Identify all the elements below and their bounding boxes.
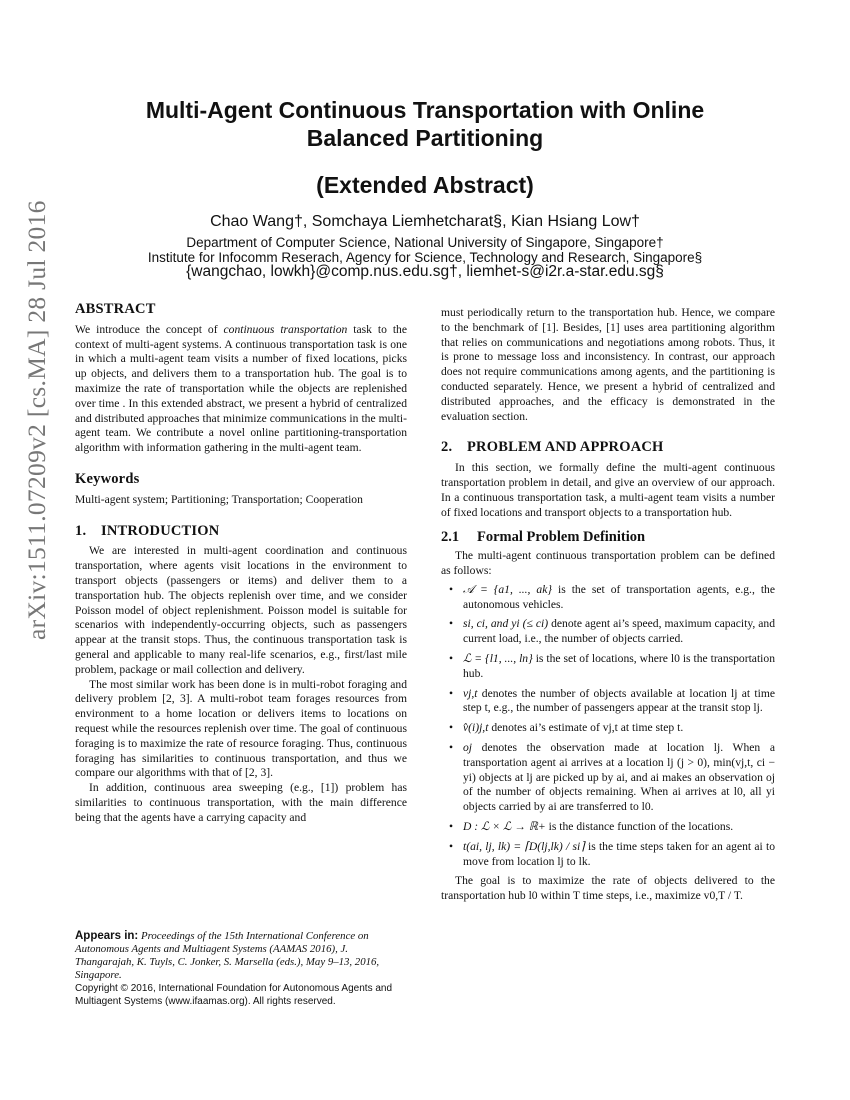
- paper-subtitle: (Extended Abstract): [316, 172, 534, 198]
- title-line-2: Balanced Partitioning: [306, 125, 544, 151]
- definition-item: • v̂(i)j,t denotes ai’s estimate of vj,t at time step t.: [463, 721, 775, 736]
- problem-intro: In this section, we formally define the multi-agent continuous transportation problem in detail, and give an overview of our approach. In a continuous transportation task, a multi-agent team visits a number of fixed locations and transport objects to a transportation hub.: [441, 461, 775, 519]
- intro-paragraph-2: The most similar work has been done is in multi-robot foraging and delivery problem [2, 3]. A multi-robot team forages resources from environment to a home location or delivers items to locations on request while the resources replenish over time. The goal of continuous foraging is to maximize the rate of resource foraging. Thus, continuous foraging has similarities to continuous transportation, and thus we compare our algorithms with that of [2, 3].: [75, 677, 407, 780]
- right-column: [441, 306, 775, 904]
- keywords-text: Multi-agent system; Partitioning; Transportation; Cooperation: [75, 492, 363, 506]
- introduction-heading: 1. INTRODUCTION: [75, 522, 220, 539]
- paper-title: [0, 96, 850, 152]
- definition-item: • si, ci, and yi (≤ ci) denote agent ai’s speed, maximum capacity, and current load, i.e., the number of objects carried.: [463, 617, 775, 647]
- intro-continued: must periodically return to the transportation hub. Hence, we compare to the benchmark of [1]. Besides, [1] uses area partitioning algorithm that relies on communications and negotiations among robots. Thus, it is prone to message loss and inconsistency. In contrast, our approach does not require communications among agents, and the partitioning is conducted separately. Hence, we present a hybrid of centralized and distributed approaches, and the efficacy is demonstrated in the evaluation section.: [441, 306, 775, 423]
- definition-list: [441, 583, 775, 870]
- title-line-1: Multi-Agent Continuous Transportation with Online: [145, 97, 705, 123]
- intro-paragraph-3: In addition, continuous area sweeping (e.g., [1]) problem has similarities to continuous transportation, with the main difference being that the agents have a carrying capacity and: [75, 781, 407, 824]
- definition-item: • oj denotes the observation made at location lj. When a transportation agent ai arrives at a location lj (j > 0), min(vj,t, ci − yi) objects at lj are picked up by ai, and ai makes an observation oj of the number of objects remaining. When ai arrives at l0, all yi objects carried by ai are transferred to l0.: [463, 741, 775, 815]
- definition-intro: The multi-agent continuous transportation problem can be defined as follows:: [441, 549, 775, 577]
- definition-item: • 𝒜 = {a1, ..., ak} is the set of transportation agents, e.g., the autonomous vehicles.: [463, 583, 775, 613]
- definition-item: • D : ℒ × ℒ → ℝ+ is the distance function of the locations.: [463, 820, 775, 835]
- footnote-block: [75, 930, 407, 1008]
- appears-in: Appears in: Proceedings of the 15th International Conference on Autonomous Agents and Multiagent Systems (AAMAS 2016), J. Thangarajah, K. Tuyls, C. Jonker, S. Marsella (eds.), May 9–13, 2016, Singapore.: [75, 930, 380, 981]
- author-names: Chao Wang†, Somchaya Liemhetcharat§, Kian Hsiang Low†: [210, 213, 640, 230]
- definition-item: • vj,t denotes the number of objects available at location lj at time step t, e.g., the number of passengers appear at the transit stop lj.: [463, 687, 775, 717]
- abstract-heading: ABSTRACT: [75, 301, 156, 317]
- copyright-notice: Copyright © 2016, International Foundation for Autonomous Agents and Multiagent Systems (www.ifaamas.org). All rights reserved.: [75, 983, 393, 1007]
- affiliation-i2r: Institute for Infocomm Reserach, Agency for Science, Technology and Research, Singapore§: [147, 250, 703, 265]
- affiliation-nus: Department of Computer Science, National University of Singapore, Singapore†: [186, 235, 664, 250]
- abstract-text: We introduce the concept of continuous transportation task to the context of multi-agent systems. A continuous transportation task is one in which a multi-agent team visits a number of fixed locations, picks up objects, and delivers them to a transportation hub. The goal is to maximize the rate of transportation while the objects are replenished over time . In this extended abstract, we present a hybrid of centralized and distributed approaches that minimize communications in the multi-agent team. We contribute a novel online partitioning-transportation algorithm with information gathering in the multi-agent team.: [75, 322, 407, 455]
- left-column: [75, 302, 407, 826]
- intro-paragraph-1: We are interested in multi-agent coordination and continuous transportation, where agents visit locations in the environment to transport objects (passengers or items) and deliver them to a transportation hub. The objects replenish over time, and we consider Poisson model of object replenishment. Poisson model is suitable for scenarios with independently-occurring objects, such as passengers appear at the transit stops. Thus, the continuous transportation task is general and applicable to many real-life scenarios, e.g., first/last mile problem, package or mail collection and delivery.: [75, 544, 407, 676]
- definition-item: • ℒ = {l1, ..., ln} is the set of locations, where l0 is the transportation hub.: [463, 652, 775, 682]
- keywords-heading: Keywords: [75, 470, 140, 487]
- goal-text: The goal is to maximize the rate of objects delivered to the transportation hub l0 within T time steps, i.e., maximize v0,T / T.: [441, 874, 775, 903]
- arxiv-identifier: arXiv:1511.07209v2 [cs.MA] 28 Jul 2016: [22, 200, 51, 640]
- problem-heading: 2. PROBLEM AND APPROACH: [441, 439, 664, 456]
- definition-item: • t(ai, lj, lk) = ⌈D(lj,lk) / si⌉ is the time steps taken for an agent ai to move from location lj to lk.: [463, 840, 775, 870]
- author-emails: {wangchao, lowkh}@comp.nus.edu.sg†, liemhet-s@i2r.a-star.edu.sg§: [186, 263, 664, 280]
- subsection-heading: 2.1 Formal Problem Definition: [441, 529, 646, 546]
